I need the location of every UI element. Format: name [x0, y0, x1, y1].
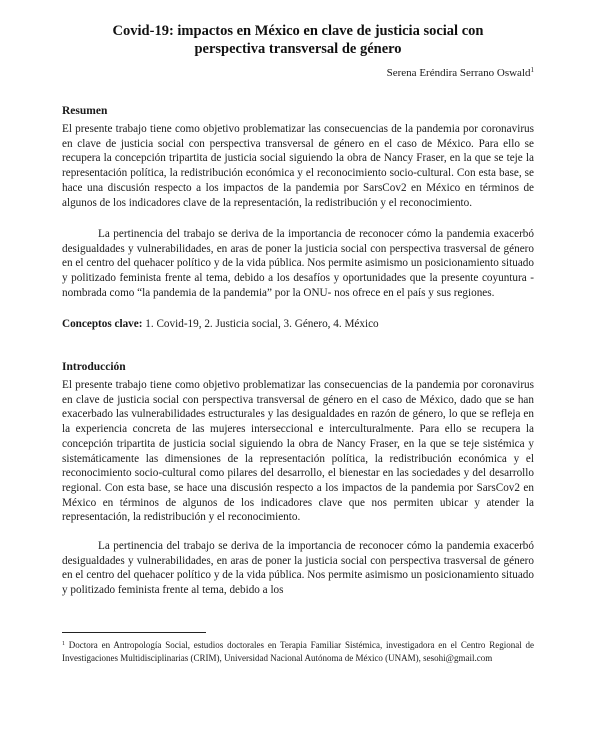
abstract-paragraph-2: La pertinencia del trabajo se deriva de la importancia de reconocer cómo la pandemia exacerbó desigualdades y vulnerabilidades, en aras de poner la justicia social con perspectiva trasversal de género en el centro del quehacer político y de la vida pública. Nos permite asimismo un posicionamiento situado y politizado feminista frente al tema, debido a los desafíos y oportunidades que la presente coyuntura -nombrada como “la pandemia de la pandemia” por la ONU- nos ofrece en el país y sus regiones. [62, 228, 534, 299]
keywords-list: 1. Covid-19, 2. Justicia social, 3. Género, 4. México [142, 318, 379, 330]
introduction-paragraph-1: El presente trabajo tiene como objetivo problematizar las consecuencias de la pandemia por coronavirus en clave de justicia social con perspectiva transversal de género en el caso de México, dado que se han exacerbado las vulnerabilidades estructurales y las desigualdades en razón de género, lo que se refleja en la experiencia concreta de las mujeres interseccional e interculturalmente. Para ello se recupera la concepción tripartita de justicia social siguiendo la obra de Nancy Fraser, en la que se teje sistémica y sistemáticamente las dimensiones de la representación política, la redistribución económica y el reconocimiento socio-cultural como pilares del desarrollo, el bienestar en las sociedades y del desarrollo regional. Con esta base, se hace una discusión respecto a los impactos de la pandemia por SarsCov2 en México en términos de algunos de los indicadores clave que nos permiten ubicar y atender la representación, la redistribución y el reconocimiento. [62, 379, 534, 524]
introduction-heading: Introducción [62, 361, 126, 373]
abstract-paragraph-1: El presente trabajo tiene como objetivo problematizar las consecuencias de la pandemia por coronavirus en clave de justicia social con perspectiva transversal de género en el caso de México. Para ello se recupera la concepción tripartita de justicia social siguiendo la obra de Nancy Fraser, en la que se teje la representación política, la redistribución económica y el reconocimiento socio-cultural. Con esta base, se hace una discusión respecto a los impactos de la pandemia por SarsCov2 en México en términos de algunos de los indicadores clave de la representación, la redistribución y el reconocimiento. [62, 123, 534, 209]
title-line-1: Covid-19: impactos en México en clave de justicia social con [112, 23, 484, 39]
author-text: Serena Eréndira Serrano Oswald [386, 67, 531, 79]
footnote [62, 638, 534, 664]
title-line-2: perspectiva transversal de género [194, 41, 402, 57]
keywords [62, 317, 534, 332]
paper-title [40, 22, 556, 58]
keywords-label: Conceptos clave: [62, 318, 143, 330]
footnote-mark: 1 [62, 641, 65, 647]
abstract-heading: Resumen [62, 105, 108, 117]
footnote-separator [62, 632, 206, 633]
author-footnote-mark: 1 [530, 66, 534, 74]
author-name [387, 63, 534, 80]
footnote-text: Doctora en Antropología Social, estudios doctorales en Terapia Familiar Sistémica, investigadora en el Centro Regional de Investigaciones Multidisciplinarias (CRIM), Universidad Nacional Autónoma de México (UNAM), sesohi@gmail.com [62, 640, 534, 663]
introduction-paragraph-2: La pertinencia del trabajo se deriva de la importancia de reconocer cómo la pandemia exacerbó desigualdades y vulnerabilidades, en aras de poner la justicia social con perspectiva trasversal de género en el centro del quehacer político y de la vida pública. Nos permite asimismo un posicionamiento situado y politizado feminista frente al tema, debido a los [62, 540, 534, 597]
